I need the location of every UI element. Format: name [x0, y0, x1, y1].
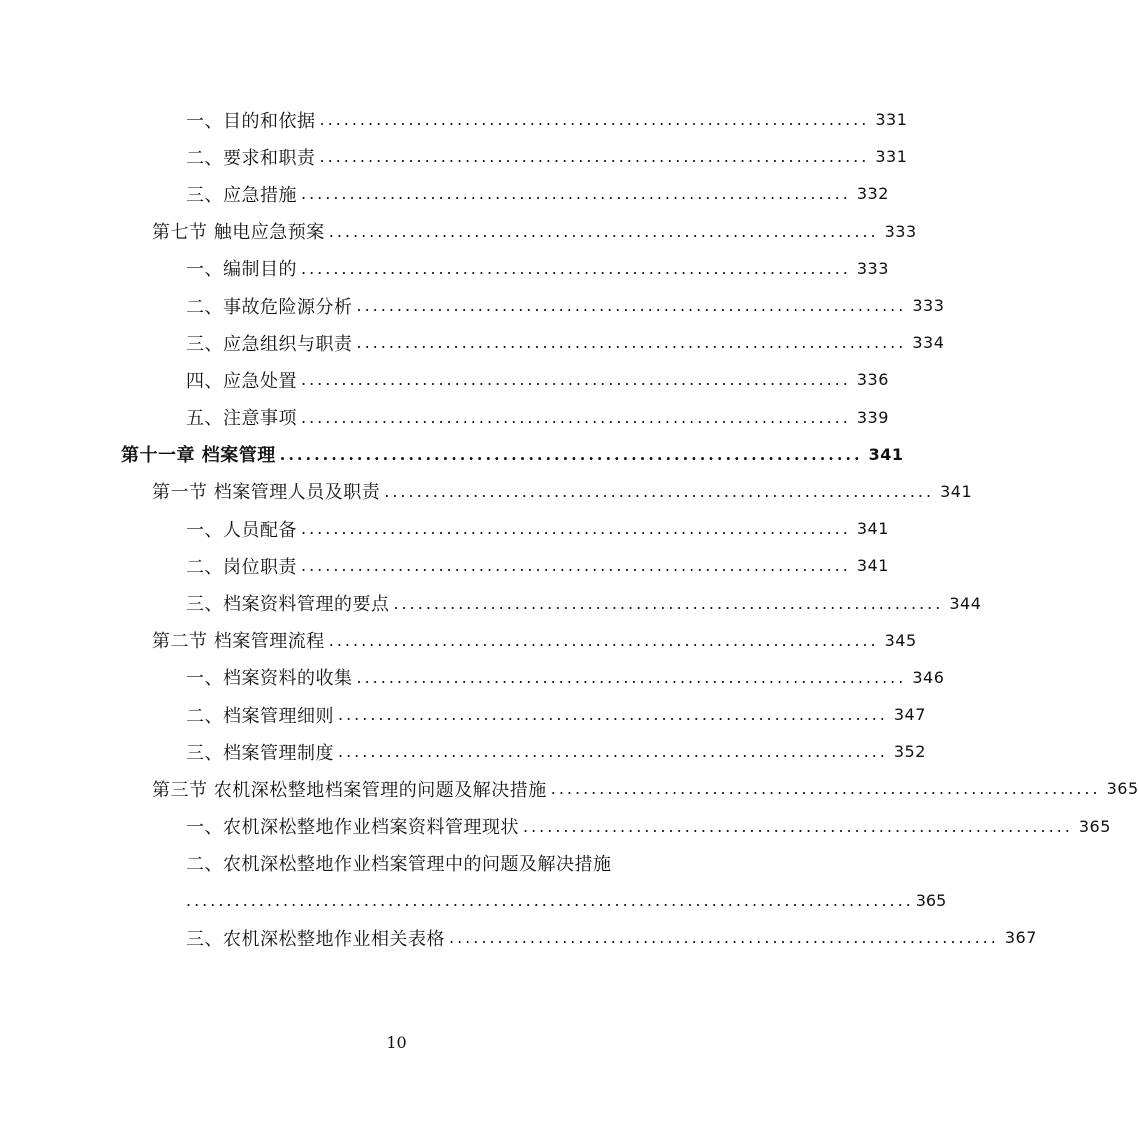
toc-entry-page: 333 [856, 258, 889, 278]
toc-leader-dots: .................................................................... [550, 779, 1101, 799]
toc-entry-title: 三、应急措施 [186, 184, 297, 206]
toc-chapter-entry[interactable] [0, 436, 904, 473]
toc-entry-page: 333 [884, 221, 917, 241]
toc-entry-title: 二、农机深松整地作业档案管理中的问题及解决措施 [186, 854, 612, 876]
toc-leader-dots: .......................................................................................... [186, 891, 914, 911]
toc-entry[interactable] [0, 361, 889, 398]
toc-entry-title: 四、应急处置 [186, 370, 297, 392]
toc-entry[interactable] [0, 175, 889, 212]
toc-entry-page: 341 [868, 444, 904, 464]
toc-leader-dots: .................................................................... [384, 481, 935, 501]
toc-leader-dots: .................................................................... [301, 407, 851, 427]
toc-entry[interactable] [0, 250, 889, 287]
toc-entry-page: 333 [912, 296, 945, 316]
toc-entry[interactable] [0, 696, 926, 733]
toc-leader-dots: .................................................................... [301, 258, 851, 278]
toc-entry-title: 二、档案管理细则 [186, 705, 334, 727]
toc-entry-title: 一、农机深松整地作业档案资料管理现状 [186, 817, 519, 839]
toc-leader-dots: .................................................................... [319, 147, 870, 167]
toc-entry-page: 331 [875, 110, 908, 130]
toc-leader-dots: .................................................................... [328, 630, 879, 650]
toc-entry-title: 一、编制目的 [186, 259, 297, 281]
toc-entry[interactable] [0, 622, 917, 659]
toc-entry-page: 341 [856, 556, 889, 576]
toc-entry-page: 331 [875, 147, 908, 167]
toc-entry[interactable] [0, 919, 1037, 956]
table-of-contents [0, 101, 1139, 956]
toc-entry-title: 第七节 触电应急预案 [152, 222, 325, 244]
toc-entry-page: 365 [1106, 779, 1139, 799]
toc-entry-page: 365 [1078, 816, 1111, 836]
toc-entry-wrapped[interactable] [0, 845, 793, 882]
toc-entry[interactable] [0, 770, 1139, 807]
toc-entry-title: 一、目的和依据 [186, 110, 316, 132]
toc-leader-dots: .................................................................... [338, 742, 888, 762]
toc-entry[interactable] [0, 213, 917, 250]
toc-entry[interactable] [0, 287, 945, 324]
toc-entry[interactable] [0, 324, 945, 361]
toc-entry-title: 一、人员配备 [186, 519, 297, 541]
toc-entry[interactable] [0, 659, 945, 696]
toc-entry-title: 第三节 农机深松整地档案管理的问题及解决措施 [152, 779, 547, 801]
toc-entry-page: 341 [856, 519, 889, 539]
toc-entry-title: 第一节 档案管理人员及职责 [152, 482, 381, 504]
toc-leader-dots: .................................................................... [356, 333, 907, 353]
toc-entry-page: 345 [884, 630, 917, 650]
toc-entry[interactable] [0, 733, 926, 770]
toc-entry-page: 336 [856, 370, 889, 390]
toc-entry[interactable] [0, 473, 973, 510]
toc-entry-page: 367 [1004, 928, 1037, 948]
toc-entry-title: 五、注意事项 [186, 408, 297, 430]
toc-entry[interactable] [0, 138, 908, 175]
toc-entry-page: 365 [915, 891, 947, 911]
toc-leader-dots: .................................................................... [301, 184, 851, 204]
toc-entry-title: 三、应急组织与职责 [186, 333, 353, 355]
toc-entry-page: 332 [856, 184, 889, 204]
toc-entry-page: 352 [893, 742, 926, 762]
toc-entry[interactable] [0, 547, 889, 584]
toc-leader-dots: .................................................................... [279, 444, 863, 464]
toc-entry-page: 334 [912, 333, 945, 353]
page-number: 10 [386, 1033, 407, 1052]
toc-leader-dots: .................................................................... [301, 519, 851, 539]
toc-entry-title: 三、农机深松整地作业相关表格 [186, 928, 445, 950]
toc-leader-dots: .................................................................... [319, 110, 870, 130]
toc-leader-dots: .................................................................... [393, 593, 944, 613]
toc-leader-dots: .................................................................... [356, 296, 907, 316]
toc-entry-title: 第二节 档案管理流程 [152, 631, 325, 653]
toc-leader-dots: .................................................................... [328, 221, 879, 241]
toc-entry-page: 344 [949, 593, 982, 613]
toc-entry-page: 347 [893, 705, 926, 725]
toc-entry[interactable] [0, 808, 1111, 845]
toc-leader-dots: .................................................................... [338, 705, 888, 725]
toc-entry[interactable] [0, 101, 908, 138]
toc-entry-title: 第十一章 档案管理 [121, 445, 276, 467]
toc-entry[interactable] [0, 584, 982, 621]
toc-entry-title: 二、要求和职责 [186, 147, 316, 169]
toc-leader-dots: .................................................................... [301, 556, 851, 576]
toc-leader-dots: .................................................................... [356, 667, 907, 687]
toc-entry[interactable] [0, 510, 889, 547]
toc-leader-dots: .................................................................... [301, 370, 851, 390]
toc-entry-page: 341 [940, 481, 973, 501]
toc-entry-continuation[interactable] [0, 882, 947, 919]
toc-leader-dots: .................................................................... [449, 928, 999, 948]
toc-entry[interactable] [0, 399, 889, 436]
toc-entry-title: 三、档案资料管理的要点 [186, 594, 390, 616]
toc-entry-title: 一、档案资料的收集 [186, 668, 353, 690]
toc-entry-page: 339 [856, 407, 889, 427]
toc-entry-page: 346 [912, 667, 945, 687]
toc-entry-title: 二、岗位职责 [186, 556, 297, 578]
toc-leader-dots: .................................................................... [523, 816, 1073, 836]
toc-entry-title: 三、档案管理制度 [186, 742, 334, 764]
toc-entry-title: 二、事故危险源分析 [186, 296, 353, 318]
